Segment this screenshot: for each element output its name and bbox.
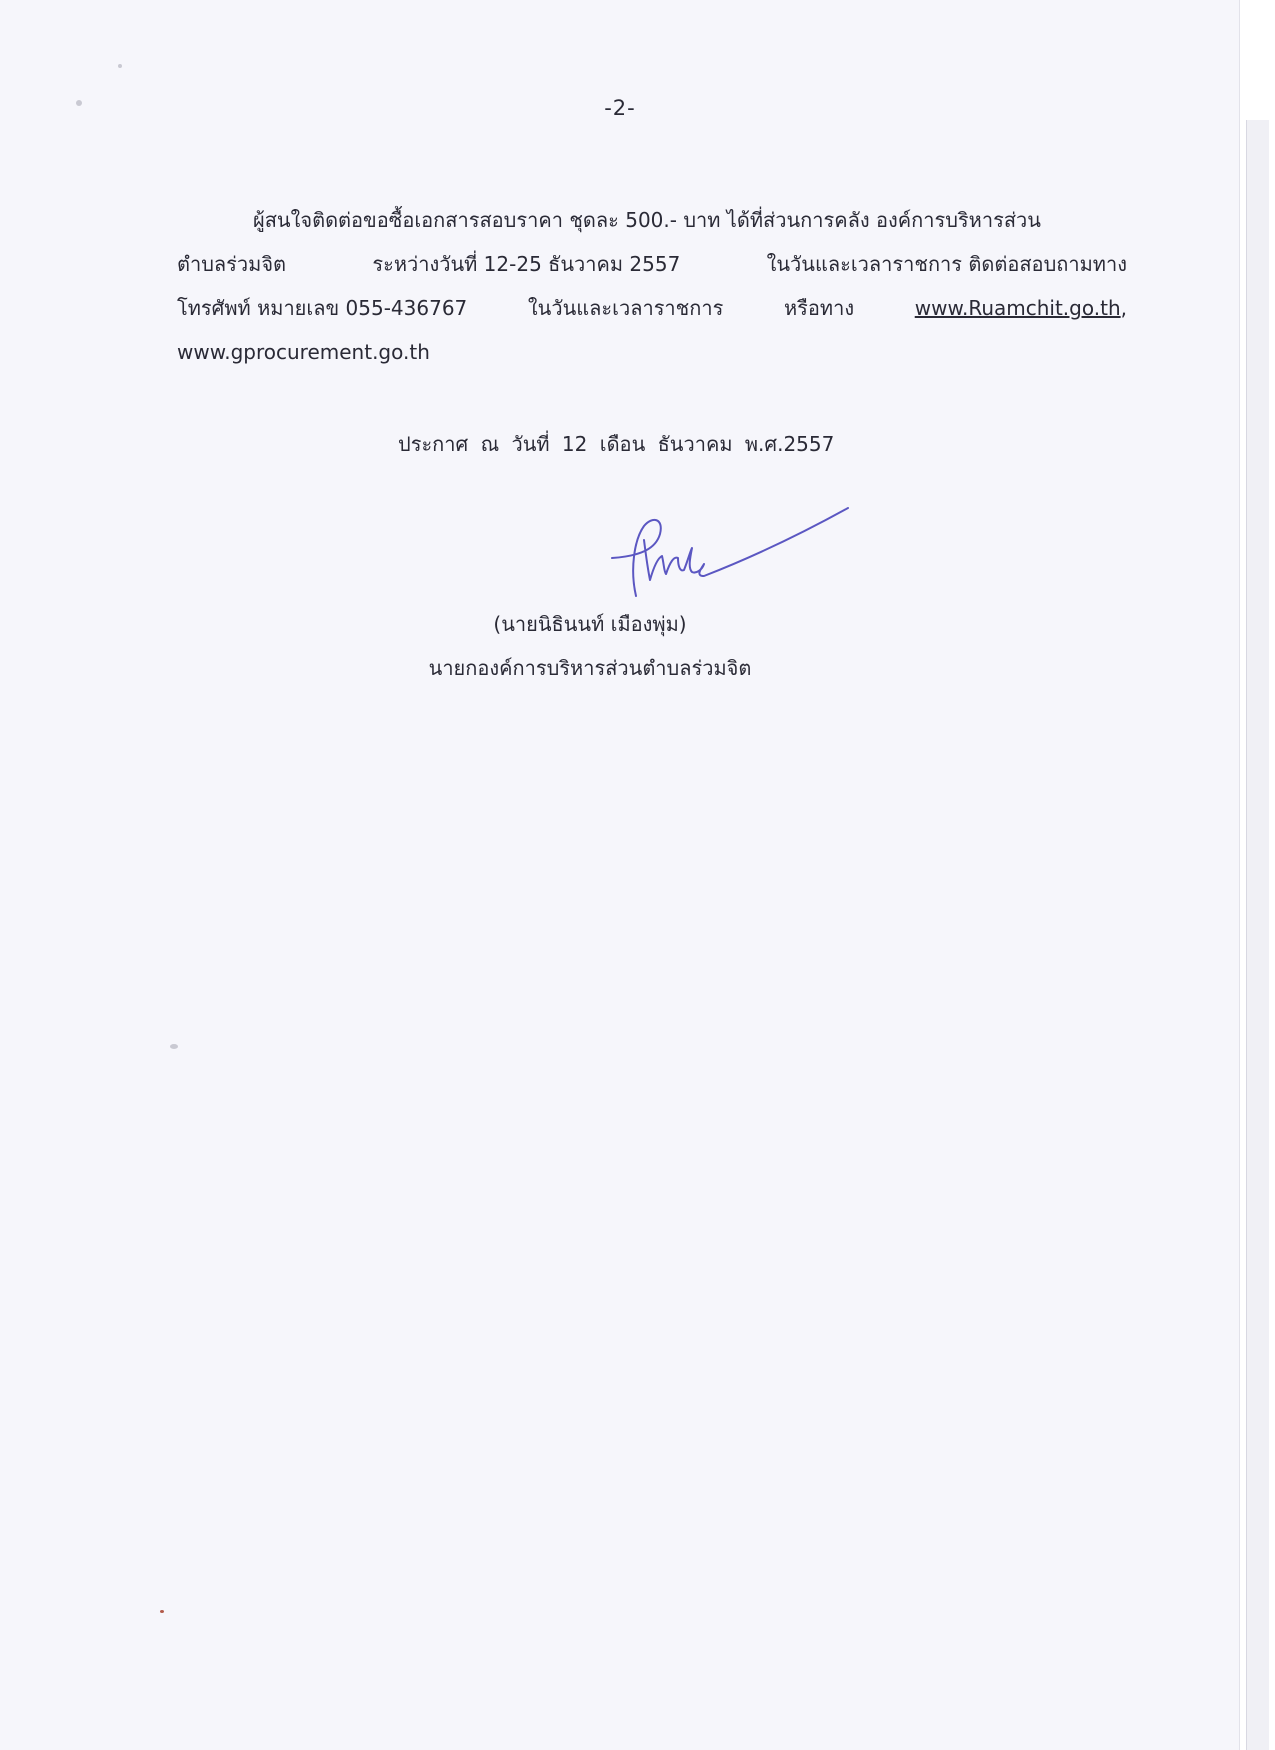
gprocurement-website-text: www.gprocurement.go.th <box>177 340 430 364</box>
body-line-2-part-3: ในวันและเวลาราชการ ติดต่อสอบถามทาง <box>766 252 1127 276</box>
body-line-2 <box>177 242 1127 286</box>
underlying-page-strip <box>1246 120 1269 1750</box>
ruamchit-website-link[interactable]: www.Ruamchit.go.th <box>914 296 1121 320</box>
underlying-page-edge <box>1239 0 1275 1750</box>
body-paragraph <box>177 198 1127 374</box>
signer-name: (นายนิธินนท์ เมืองพุ่ม) <box>493 612 687 636</box>
body-line-1-text: ผู้สนใจติดต่อขอซื้อเอกสารสอบราคา ชุดละ 500.- บาท ได้ที่ส่วนการคลัง องค์การบริหารส่วน <box>253 208 1041 232</box>
body-line-4 <box>177 330 1127 374</box>
signature-stroke <box>612 508 848 596</box>
body-line-2-part-1: ตำบลร่วมจิต <box>177 252 287 276</box>
body-line-3-part-2: ในวันและเวลาราชการ <box>527 296 724 320</box>
page-number: -2- <box>604 96 636 120</box>
body-line-3 <box>177 286 1127 330</box>
paper-speck <box>160 1610 164 1613</box>
website-link-group <box>915 286 1127 330</box>
paper-speck <box>170 1044 178 1049</box>
body-line-3-part-1: โทรศัพท์ หมายเลข 055-436767 <box>177 296 468 320</box>
paper-speck <box>118 64 122 68</box>
body-line-2-part-2: ระหว่างวันที่ 12-25 ธันวาคม 2557 <box>372 252 681 276</box>
announcement-date: ประกาศ ณ วันที่ 12 เดือน ธันวาคม พ.ศ.2557 <box>398 432 835 456</box>
signer-title: นายกองค์การบริหารส่วนตำบลร่วมจิต <box>428 656 752 680</box>
body-line-3-part-3: หรือทาง <box>783 296 855 320</box>
handwritten-signature <box>600 500 850 600</box>
link-comma: , <box>1120 296 1127 320</box>
body-line-1 <box>177 198 1127 242</box>
